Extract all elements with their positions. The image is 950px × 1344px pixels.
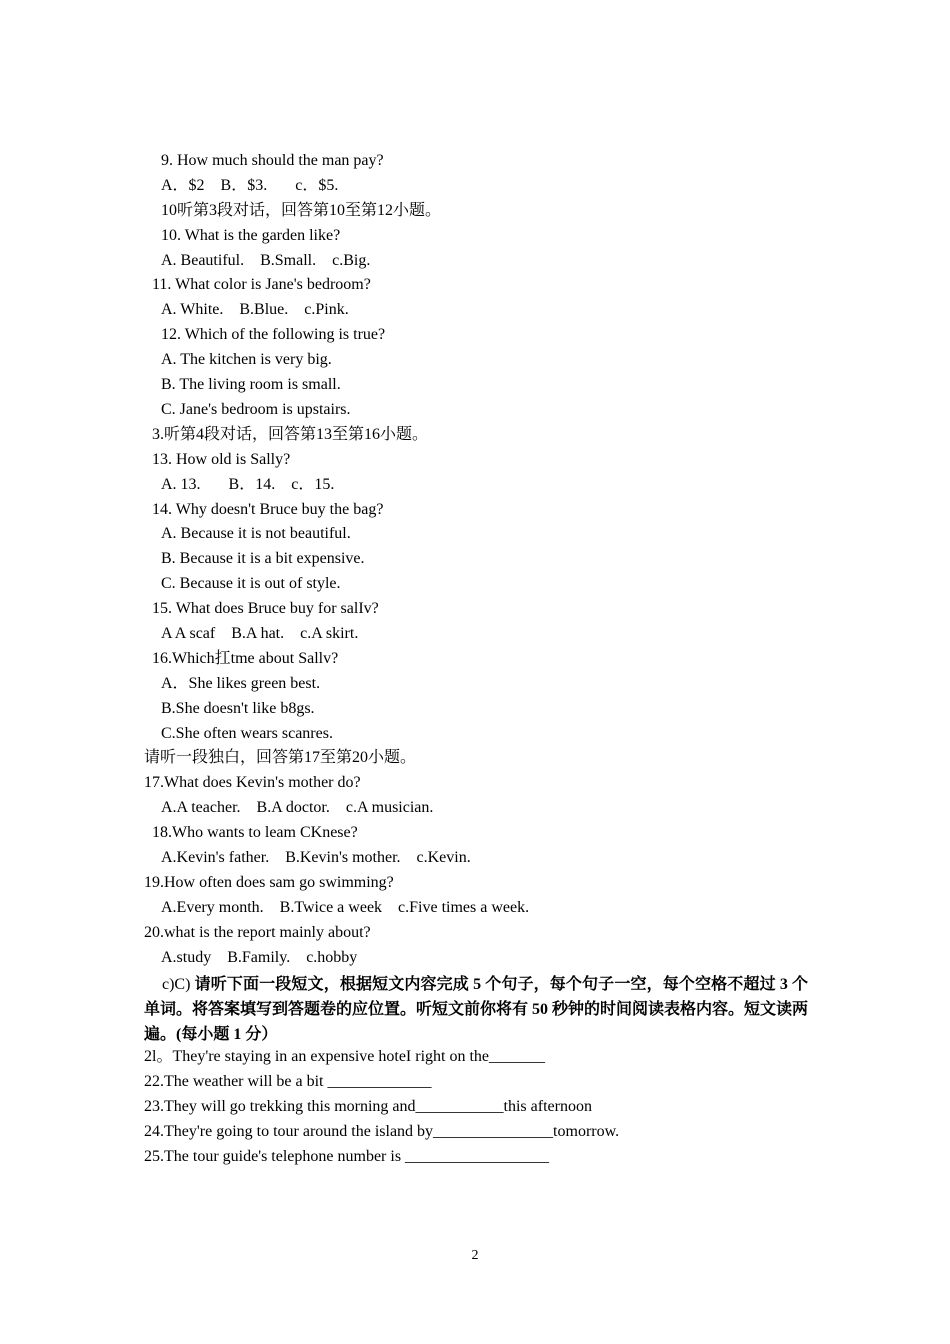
monologue-instruction: 请听一段独白，回答第17至第20小题。: [144, 749, 417, 766]
question-14: 14. Why doesn't Bruce buy the bag?: [152, 501, 384, 518]
section-c-label: c)C): [162, 976, 195, 993]
question-13: 13. How old is Sally?: [152, 451, 291, 468]
question-12-option-c: C. Jane's bedroom is upstairs.: [161, 401, 351, 418]
question-21: 2l。They're staying in an expensive hoteI right on the_______: [144, 1048, 546, 1065]
section-4-instruction: 3.听第4段对话，回答第13至第16小题。: [152, 426, 429, 443]
section-3-instruction: 10听第3段对话，回答第10至第12小题。: [161, 202, 442, 219]
question-13-options: A. 13. B．14. c．15.: [161, 476, 335, 493]
question-23: 23.They will go trekking this morning and___________this afternoon: [144, 1098, 592, 1115]
question-16-option-a: A．She likes green best.: [161, 675, 321, 692]
question-16-option-b: B.She doesn't like b8gs.: [161, 700, 315, 717]
question-17: 17.What does Kevin's mother do?: [144, 774, 361, 791]
question-11: 11. What color is Jane's bedroom?: [152, 276, 371, 293]
section-c-text: 请听下面一段短文，根据短文内容完成 5 个句子，每个句子一空，每个空格不超过 3 个单词。将答案填写到答题卷的应位置。听短文前你将有 50 秒钟的时间阅读表格内容。短文读两遍。(每小题 1 分）: [144, 976, 809, 1043]
question-14-option-b: B. Because it is a bit expensive.: [161, 550, 365, 567]
question-17-options: A.A teacher. B.A doctor. c.A musician.: [161, 799, 434, 816]
question-20-options: A.study B.Family. c.hobby: [161, 949, 358, 966]
section-c-instruction: [144, 972, 808, 1047]
question-24: 24.They're going to tour around the island by_______________tomorrow.: [144, 1123, 620, 1140]
question-9-options: A．$2 B．$3. c．$5.: [161, 177, 339, 194]
question-25: 25.The tour guide's telephone number is __________________: [144, 1148, 550, 1165]
question-18-options: A.Kevin's father. B.Kevin's mother. c.Kevin.: [161, 849, 471, 866]
question-12-option-a: A. The kitchen is very big.: [161, 351, 332, 368]
question-16-option-c: C.She often wears scanres.: [161, 725, 333, 742]
question-10-options: A. Beautiful. B.Small. c.Big.: [161, 252, 371, 269]
question-11-options: A. White. B.Blue. c.Pink.: [161, 301, 349, 318]
question-10: 10. What is the garden like?: [161, 227, 341, 244]
question-12: 12. Which of the following is true?: [161, 326, 386, 343]
question-19: 19.How often does sam go swimming?: [144, 874, 394, 891]
question-22: 22.The weather will be a bit _____________: [144, 1073, 432, 1090]
question-12-option-b: B. The living room is small.: [161, 376, 341, 393]
page-number: 2: [471, 1248, 479, 1263]
question-18: 18.Who wants to leam CKnese?: [152, 824, 358, 841]
question-9: 9. How much should the man pay?: [161, 152, 384, 169]
question-20: 20.what is the report mainly about?: [144, 924, 371, 941]
question-16: 16.Which扛tme about Sallv?: [152, 650, 339, 667]
question-15: 15. What does Bruce buy for salIv?: [152, 600, 379, 617]
question-14-option-a: A. Because it is not beautiful.: [161, 525, 351, 542]
question-14-option-c: C. Because it is out of style.: [161, 575, 341, 592]
question-15-options: A A scaf B.A hat. c.A skirt.: [161, 625, 359, 642]
question-19-options: A.Every month. B.Twice a week c.Five times a week.: [161, 899, 530, 916]
